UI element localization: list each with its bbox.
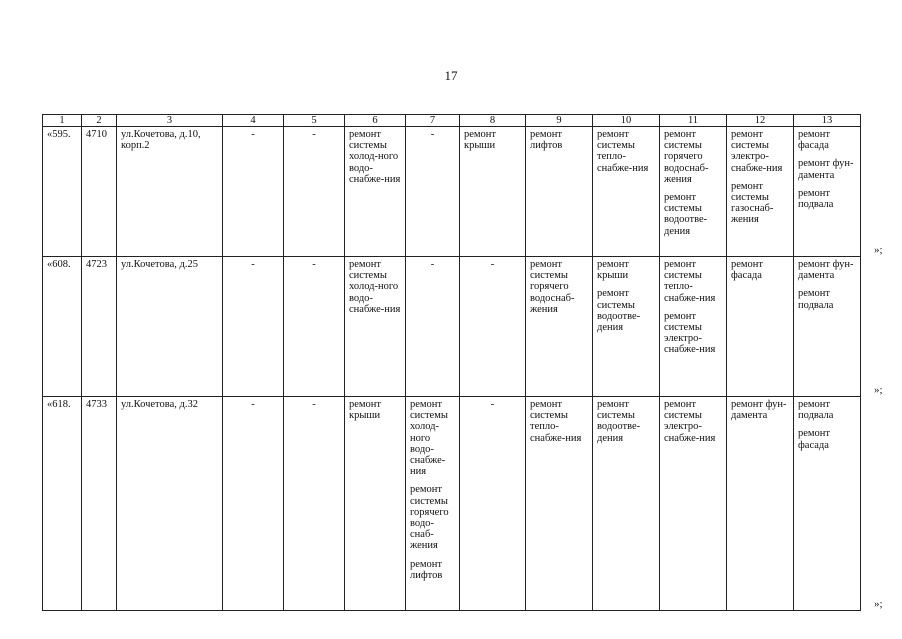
- work-item: ремонт системы горячего водоснаб-жения: [664, 129, 709, 185]
- col-13-cell: [794, 127, 861, 257]
- work-item: ремонт лифтов: [530, 129, 563, 152]
- col-11-cell: [660, 127, 727, 257]
- work-item: ремонт фасада: [798, 129, 831, 152]
- col-6-cell: [345, 257, 406, 397]
- col-7-cell: [406, 257, 460, 397]
- col-6-cell: [345, 397, 406, 611]
- work-item: ремонт системы электро-снабже-ния: [731, 129, 783, 174]
- col-header-7: 7: [406, 115, 460, 127]
- table-row: [43, 397, 861, 611]
- row-end-mark: »;: [874, 244, 883, 256]
- work-item: ремонт системы водоотве-дения: [597, 399, 641, 444]
- work-item: ремонт системы тепло-снабже-ния: [530, 399, 582, 444]
- page-number: 17: [444, 68, 458, 83]
- work-item: ремонт системы водоотве-дения: [664, 192, 708, 237]
- col-header-12: 12: [727, 115, 794, 127]
- col-12-cell: [727, 397, 794, 611]
- work-item: ремонт фасада: [731, 259, 764, 282]
- col-13-cell: [794, 257, 861, 397]
- col-8-cell: [460, 257, 526, 397]
- col-10-cell: [593, 257, 660, 397]
- col-header-1: 1: [43, 115, 82, 127]
- work-item: ремонт крыши: [597, 259, 630, 282]
- work-item: ремонт фасада: [798, 428, 831, 451]
- work-item: ремонт лифтов: [410, 558, 443, 581]
- address: ул.Кочетова, д.25: [117, 257, 223, 397]
- col-5-cell: -: [284, 257, 345, 397]
- row-end-mark: »;: [874, 384, 883, 396]
- work-item: ремонт системы тепло-снабже-ния: [597, 129, 649, 174]
- col-6-cell: [345, 127, 406, 257]
- work-item: ремонт фун-дамента: [798, 158, 854, 181]
- col-4-cell: -: [223, 127, 284, 257]
- col-9-cell: [526, 397, 593, 611]
- col-header-4: 4: [223, 115, 284, 127]
- row-number: «608.: [43, 257, 82, 397]
- address: ул.Кочетова, д.10, корп.2: [117, 127, 223, 257]
- work-item: ремонт системы электро-снабже-ния: [664, 310, 716, 356]
- col-10-cell: [593, 127, 660, 257]
- col-12-cell: [727, 257, 794, 397]
- work-item: ремонт системы горячего водоснаб-жения: [530, 259, 575, 315]
- work-item: -: [430, 129, 435, 140]
- col-9-cell: [526, 127, 593, 257]
- col-12-cell: [727, 127, 794, 257]
- table-row: [43, 257, 861, 397]
- work-item: ремонт крыши: [349, 399, 382, 422]
- col-header-6: 6: [345, 115, 406, 127]
- work-item: ремонт подвала: [798, 399, 834, 422]
- col-11-cell: [660, 257, 727, 397]
- house-code: 4710: [82, 127, 117, 257]
- row-number: «618.: [43, 397, 82, 611]
- work-item: ремонт крыши: [464, 129, 497, 152]
- work-item: ремонт системы холод-ного водо-снабже-ния: [349, 129, 401, 185]
- work-item: ремонт подвала: [798, 288, 834, 311]
- address: ул.Кочетова, д.32: [117, 397, 223, 611]
- col-9-cell: [526, 257, 593, 397]
- col-4-cell: -: [223, 397, 284, 611]
- house-code: 4723: [82, 257, 117, 397]
- work-item: ремонт системы водоотве-дения: [597, 288, 641, 334]
- col-header-13: 13: [794, 115, 861, 127]
- work-item: -: [430, 259, 435, 270]
- col-4-cell: -: [223, 257, 284, 397]
- header-row: [43, 115, 861, 127]
- work-item: ремонт системы холод-ного водо-снабже-ния: [349, 259, 401, 315]
- work-item: ремонт подвала: [798, 187, 834, 211]
- col-header-2: 2: [82, 115, 117, 127]
- work-item: ремонт фун-дамента: [798, 259, 854, 282]
- col-10-cell: [593, 397, 660, 611]
- col-13-cell: [794, 397, 861, 611]
- col-header-10: 10: [593, 115, 660, 127]
- col-8-cell: [460, 127, 526, 257]
- col-5-cell: -: [284, 127, 345, 257]
- col-5-cell: -: [284, 397, 345, 611]
- house-code: 4733: [82, 397, 117, 611]
- col-7-cell: [406, 397, 460, 611]
- work-item: ремонт системы газоснаб-жения: [731, 180, 774, 226]
- repair-schedule-table: [42, 114, 861, 611]
- col-7-cell: [406, 127, 460, 257]
- work-item: -: [490, 399, 495, 410]
- col-header-5: 5: [284, 115, 345, 127]
- work-item: ремонт фун-дамента: [731, 399, 787, 422]
- col-header-9: 9: [526, 115, 593, 127]
- col-header-8: 8: [460, 115, 526, 127]
- work-item: ремонт системы горячего водо-снаб-жения: [410, 484, 449, 552]
- work-item: ремонт системы холод-ного водо-снабже-ния: [410, 399, 448, 478]
- row-end-mark: »;: [874, 598, 883, 610]
- row-number: «595.: [43, 127, 82, 257]
- work-item: ремонт системы тепло-снабже-ния: [664, 259, 716, 304]
- col-header-11: 11: [660, 115, 727, 127]
- col-8-cell: [460, 397, 526, 611]
- table-row: [43, 127, 861, 257]
- col-header-3: 3: [117, 115, 223, 127]
- col-11-cell: [660, 397, 727, 611]
- work-item: ремонт системы электро-снабже-ния: [664, 399, 716, 444]
- work-item: -: [490, 259, 495, 270]
